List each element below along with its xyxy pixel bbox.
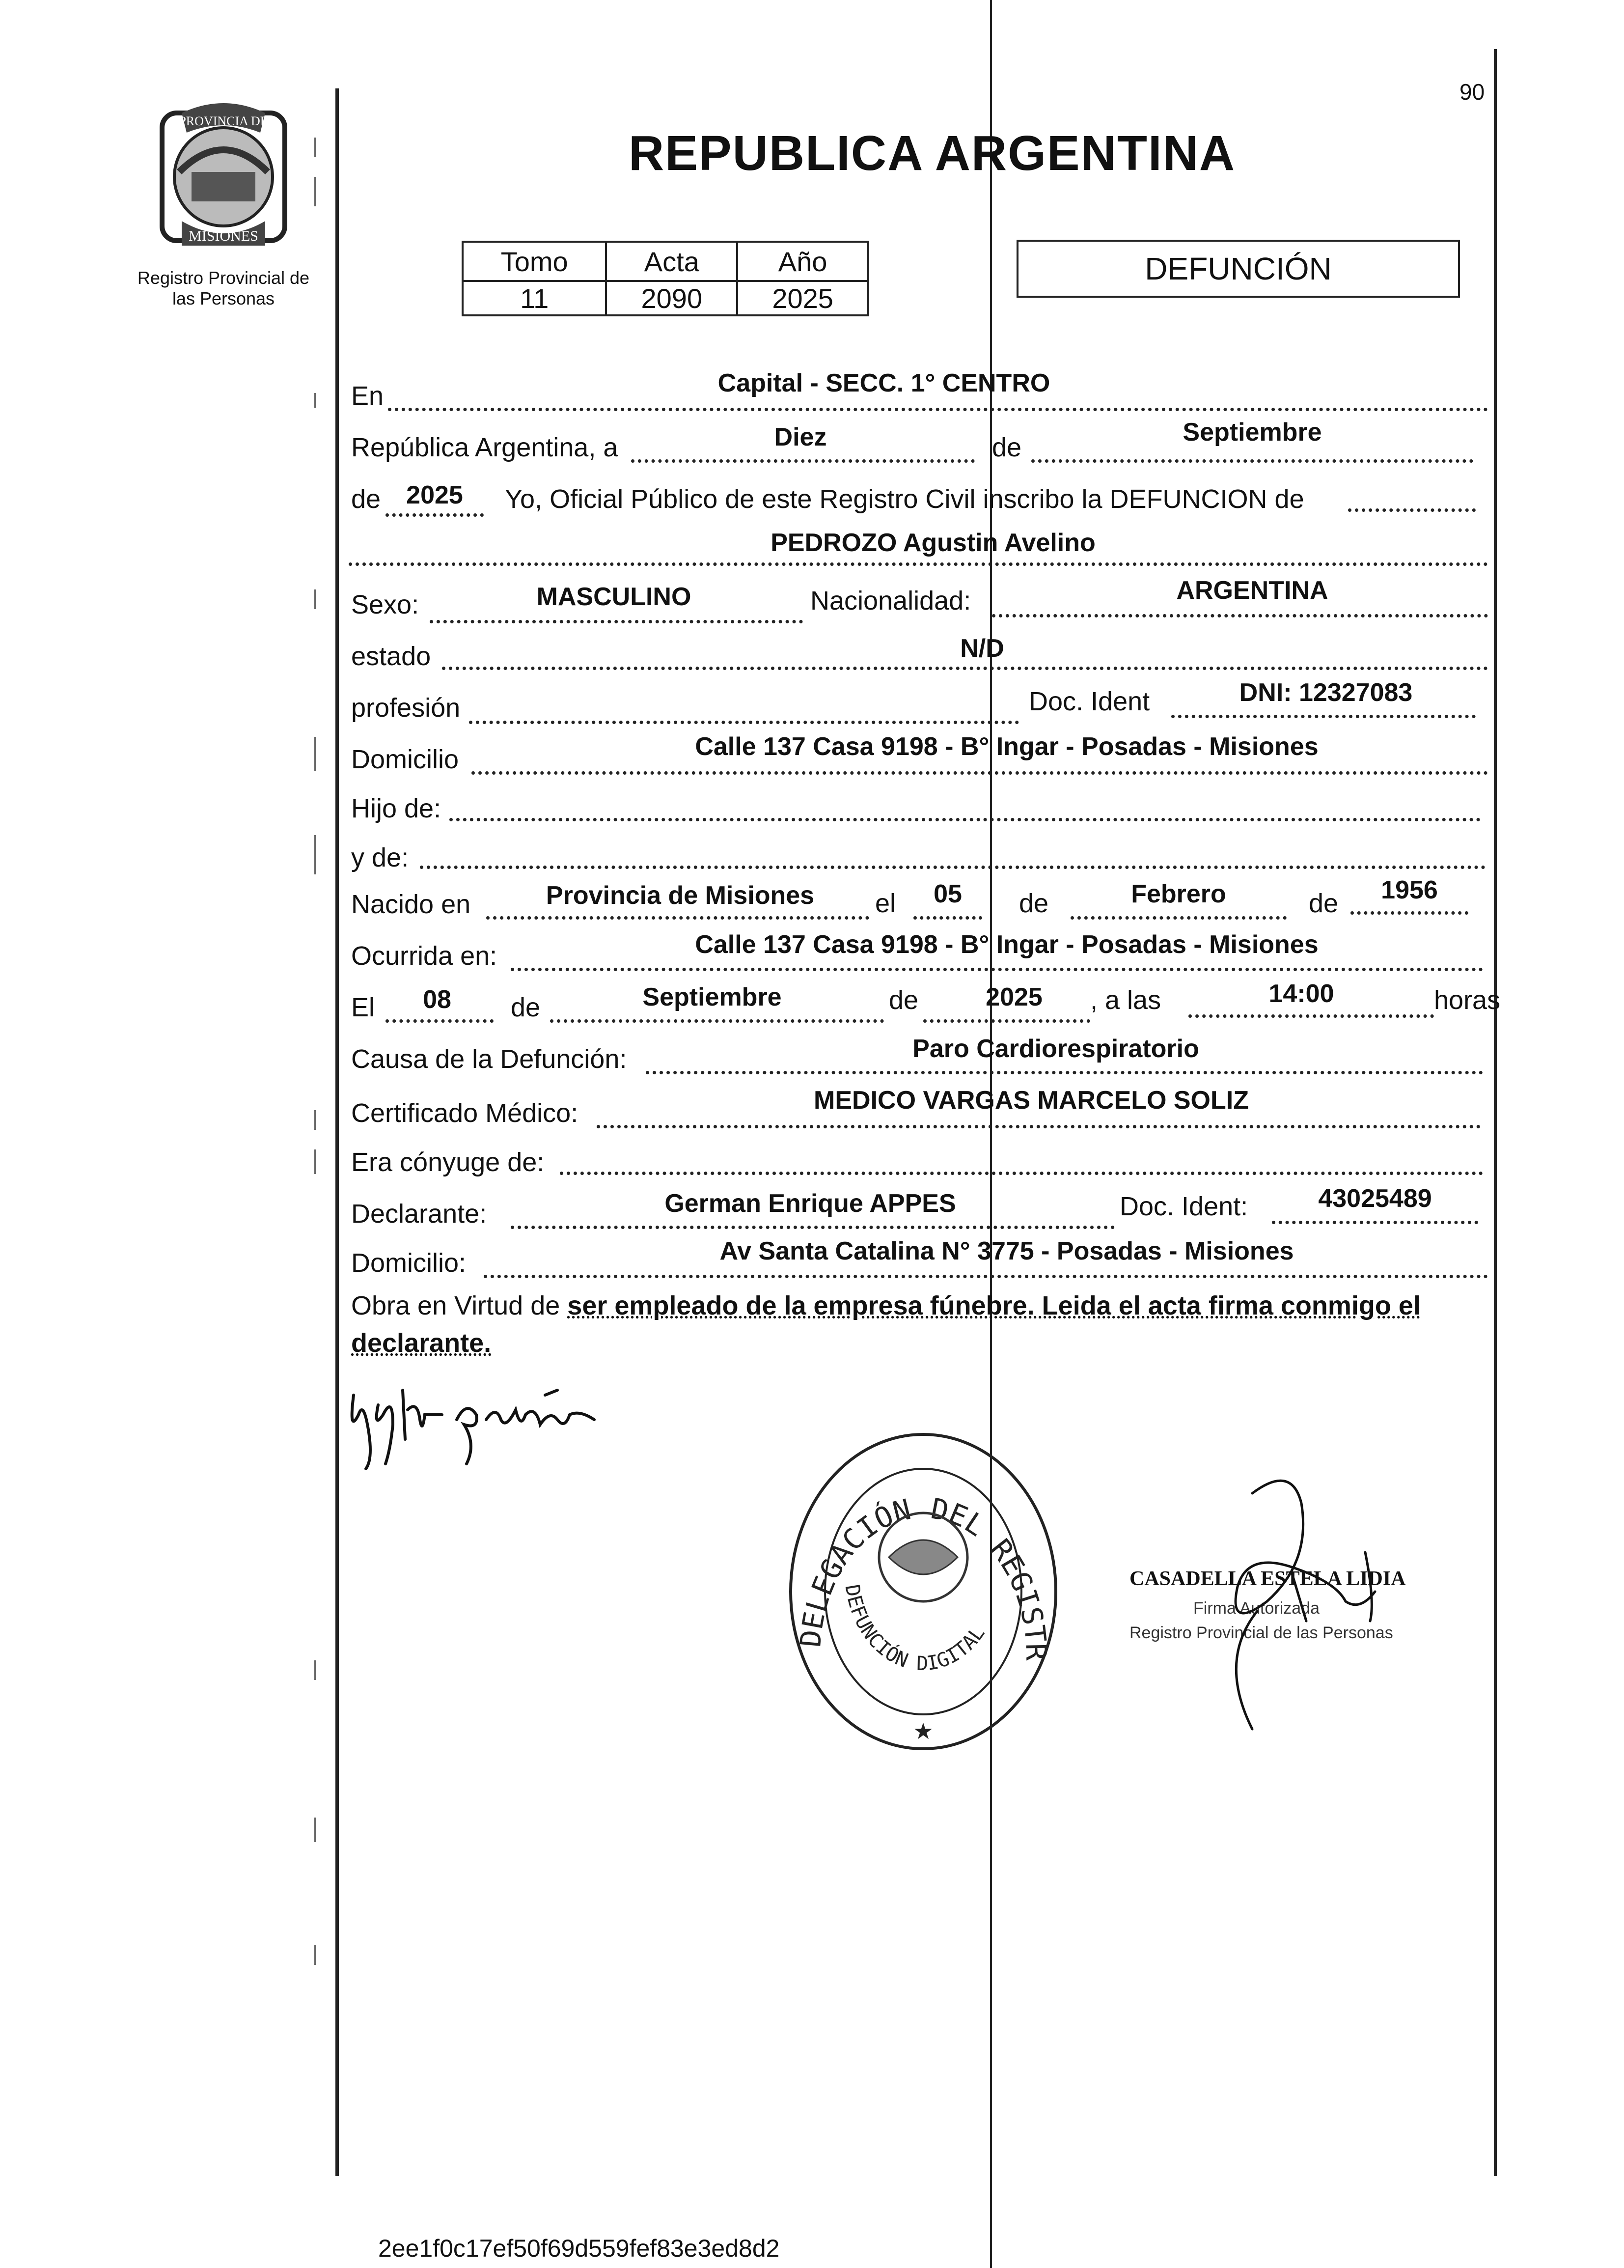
svg-text:DELEGACIÓN DEL REGISTRO DE LAS: DELEGACIÓN DEL REGISTR [794,1491,1053,1661]
registry-stamp [781,1425,1066,1759]
page-number: 90 [1459,79,1485,105]
def-de1-label: de [511,993,541,1022]
en-label: En [351,381,384,411]
official-role: Firma Autorizada [1193,1599,1320,1618]
def-de2-label: de [889,985,919,1015]
hijo-label: Hijo de: [351,794,441,823]
certificado-value: MEDICO VARGAS MARCELO SOLIZ [814,1086,1249,1115]
nacido-value: Provincia de Misiones [546,881,815,910]
certificado-label: Certificado Médico: [351,1098,578,1128]
nac-de2-label: de [1309,889,1339,918]
nac-dia-value: 05 [934,880,962,908]
sexo-value: MASCULINO [536,583,691,611]
svg-text:DEFUNCIÓN DIGITAL: DEFUNCIÓN DIGITAL [840,1583,990,1676]
nacionalidad-value: ARGENTINA [1176,576,1328,605]
declaration-text: Yo, Oficial Público de este Registro Civil inscribo la DEFUNCION de [505,484,1304,514]
def-dia-value: 08 [423,985,451,1014]
left-margin-line [335,88,339,2176]
anio-prefix-label: de [351,484,381,514]
official-signature [1129,1454,1473,1749]
svg-text:PROVINCIA DE: PROVINCIA DE [179,114,268,128]
hora-value: 14:00 [1268,980,1334,1008]
causa-label: Causa de la Defunción: [351,1044,627,1074]
estado-label: estado [351,642,431,671]
official-org: Registro Provincial de las Personas [1129,1624,1393,1642]
svg-text:MISIONES: MISIONES [189,228,258,244]
conyuge-label: Era cónyuge de: [351,1148,545,1177]
table-header: Año [737,242,868,281]
record-table [462,241,869,316]
decl-doc-value: 43025489 [1318,1184,1432,1213]
el2-label: El [351,993,375,1022]
decl-domicilio-label: Domicilio: [351,1248,467,1278]
doc-ident-label: Doc. Ident [1029,687,1150,716]
obra-value: ser empleado de la empresa fúnebre. Leida el acta firma conmigo el declarante. [351,1291,1421,1358]
table-cell: 2025 [737,281,868,315]
page-title: REPUBLICA ARGENTINA [629,126,1236,181]
declarante-value: German Enrique APPES [664,1189,956,1218]
table-cell: 2090 [606,281,737,315]
decl-doc-label: Doc. Ident: [1120,1192,1248,1221]
nac-anio-value: 1956 [1381,876,1438,904]
ocurrida-label: Ocurrida en: [351,941,497,971]
profesion-label: profesión [351,693,461,723]
republica-label: República Argentina, a [351,433,618,462]
nacionalidad-label: Nacionalidad: [810,586,971,616]
deceased-name: PEDROZO Agustin Avelino [771,529,1096,557]
official-name: CASADELLA ESTELA LIDIA [1129,1568,1406,1590]
de-label: de [992,433,1022,462]
right-margin-line [1494,49,1497,2176]
obra-en-virtud [351,1287,1490,1362]
document-type-box: DEFUNCIÓN [1017,240,1460,298]
def-anio-value: 2025 [986,983,1043,1011]
table-header: Acta [606,242,737,281]
decl-domicilio-value: Av Santa Catalina N° 3775 - Posadas - Misiones [719,1237,1294,1265]
doc-ident-value: DNI: 12327083 [1239,678,1413,707]
estado-value: N/D [960,634,1004,663]
sexo-label: Sexo: [351,590,419,619]
obra-label: Obra en Virtud de [351,1291,560,1320]
table-cell: 11 [463,281,606,315]
domicilio-label: Domicilio [351,745,459,774]
svg-text:★: ★ [913,1718,934,1744]
mes-value: Septiembre [1183,418,1322,447]
declarante-label: Declarante: [351,1199,487,1229]
anio-value: 2025 [406,481,463,509]
horas-label: horas [1434,985,1501,1015]
en-value: Capital - SECC. 1° CENTRO [717,369,1050,397]
nac-mes-value: Febrero [1131,880,1226,908]
declarante-signature [339,1375,614,1474]
el-label: el [875,889,896,918]
dia-value: Diez [774,423,827,451]
fold-line [990,0,992,2268]
document-hash: 2ee1f0c17ef50f69d559fef83e3ed8d2 [378,2235,780,2262]
nacido-label: Nacido en [351,890,471,919]
nac-de1-label: de [1019,889,1049,918]
def-mes-value: Septiembre [642,983,782,1011]
provincial-seal-logo [152,98,295,255]
table-header: Tomo [463,242,606,281]
yde-label: y de: [351,843,409,872]
causa-value: Paro Cardiorespiratorio [912,1035,1199,1063]
alas-label: , a las [1090,985,1161,1015]
logo-caption: Registro Provincial de las Personas [137,268,310,308]
ocurrida-value: Calle 137 Casa 9198 - B° Ingar - Posadas - Misiones [695,930,1319,959]
domicilio-value: Calle 137 Casa 9198 - B° Ingar - Posadas - Misiones [695,732,1319,761]
